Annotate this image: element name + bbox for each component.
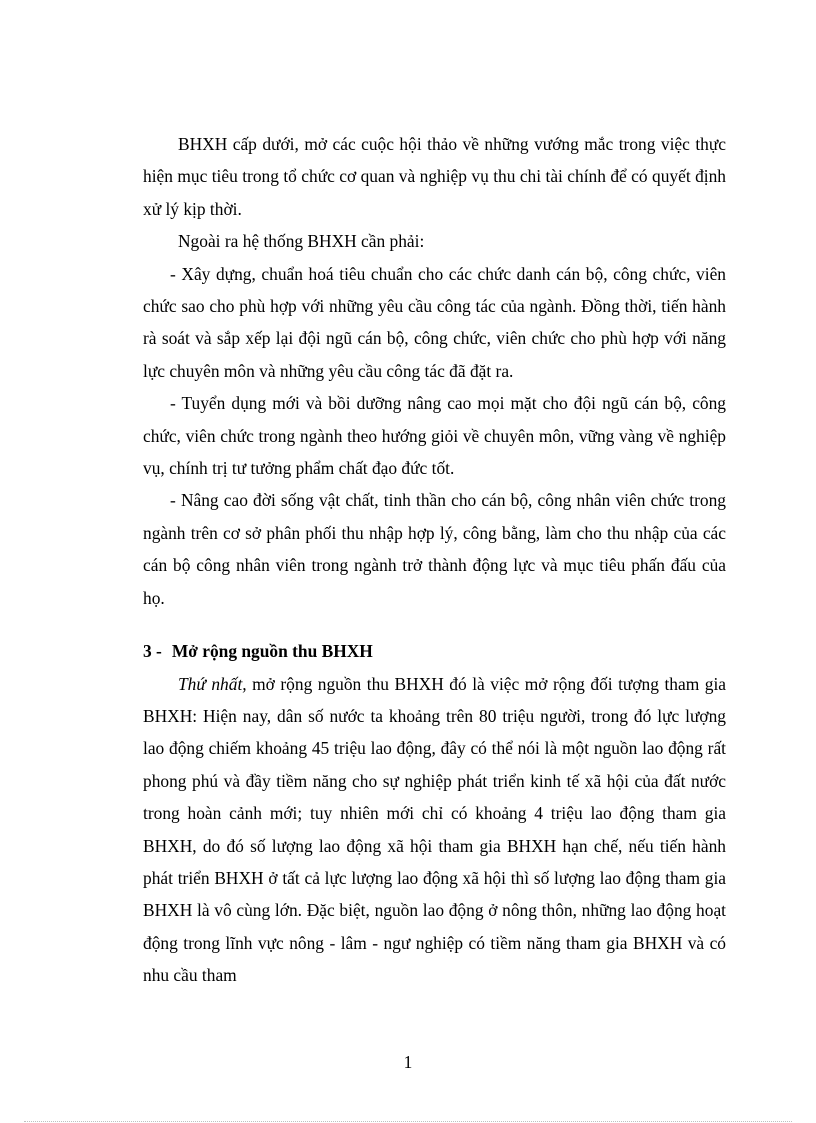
section-number: 3 - bbox=[143, 641, 162, 662]
body-text bbox=[143, 128, 726, 992]
section-heading bbox=[143, 635, 726, 667]
section-title: Mở rộng nguồn thu BHXH bbox=[171, 641, 373, 662]
paragraph-6 bbox=[143, 668, 726, 992]
paragraph-2: Ngoài ra hệ thống BHXH cần phải: bbox=[178, 231, 425, 252]
paragraph-6-body: mở rộng nguồn thu BHXH đó là việc mở rộng đối tượng tham gia BHXH: Hiện nay, dân số nước ta khoảng trên 80 triệu người, trong đó lực lượng lao động chiếm khoảng 45 triệu lao động, đây có thể nói là một nguồn lao động rất phong phú và đầy tiềm năng cho sự nghiệp phát triển kinh tế xã hội của đất nước trong hoàn cảnh mới; tuy nhiên mới chỉ có khoảng 4 triệu lao động tham gia BHXH, do đó số lượng lao động xã hội tham gia BHXH hạn chế, nếu tiến hành phát triển BHXH ở tất cả lực lượng lao động xã hội thì số lượng lao động tham gia BHXH là vô cùng lớn. Đặc biệt, nguồn lao động ở nông thôn, những lao động hoạt động trong lĩnh vực nông - lâm - ngư nghiệp có tiềm năng tham gia BHXH và có nhu cầu tham bbox=[143, 673, 726, 986]
paragraph-6-lead: Thứ nhất, bbox=[178, 673, 247, 694]
page-number: 1 bbox=[403, 1052, 413, 1072]
paragraph-4: - Tuyển dụng mới và bồi dưỡng nâng cao mọi mặt cho đội ngũ cán bộ, công chức, viên chức trong ngành theo hướng giỏi về chuyên môn, vững vàng về nghiệp vụ, chính trị tư tưởng phẩm chất đạo đức tốt. bbox=[143, 393, 726, 479]
section-spacer bbox=[143, 614, 726, 635]
paragraph-5: - Nâng cao đời sống vật chất, tinh thần cho cán bộ, công nhân viên chức trong ngành trên cơ sở phân phối thu nhập hợp lý, công bằng, làm cho thu nhập của các cán bộ công nhân viên trong ngành trở thành động lực và mục tiêu phấn đấu của họ. bbox=[143, 490, 726, 608]
paragraph-1: BHXH cấp dưới, mở các cuộc hội thảo về những vướng mắc trong việc thực hiện mục tiêu trong tổ chức cơ quan và nghiệp vụ thu chi tài chính để có quyết định xử lý kịp thời. bbox=[143, 134, 726, 219]
paragraph-3: - Xây dựng, chuẩn hoá tiêu chuẩn cho các chức danh cán bộ, công chức, viên chức sao cho phù hợp với những yêu cầu công tác của ngành. Đồng thời, tiến hành rà soát và sắp xếp lại đội ngũ cán bộ, công chức, viên chức cho phù hợp với năng lực chuyên môn và những yêu cầu công tác đã đặt ra. bbox=[143, 263, 726, 381]
footer-divider bbox=[24, 1121, 792, 1122]
